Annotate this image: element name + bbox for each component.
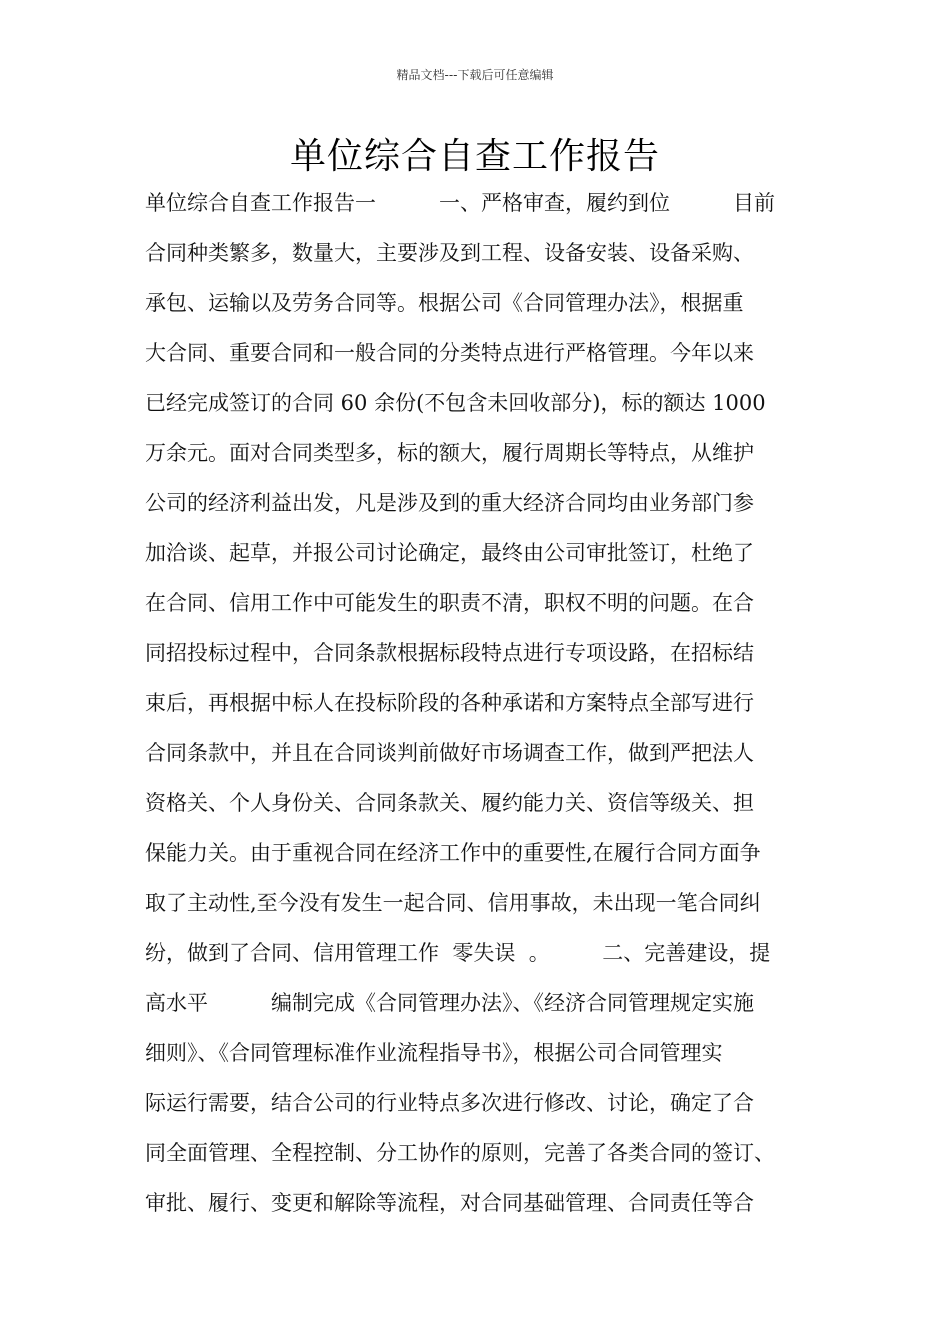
body-line: 合同种类繁多，数量大，主要涉及到工程、设备安装、设备采购、 <box>145 241 754 265</box>
body-line: 同全面管理、全程控制、分工协作的原则，完善了各类合同的签订、 <box>145 1141 775 1165</box>
header-note: 精品文档---下载后可任意编辑 <box>396 68 554 82</box>
body-line: 已经完成签订的合同 60 余份(不包含未回收部分)，标的额达 1000 <box>145 391 766 415</box>
body-line: 保能力关。由于重视合同在经济工作中的重要性,在履行合同方面争 <box>145 841 761 865</box>
body-line: 细则》、《合同管理标准作业流程指导书》，根据公司合同管理实 <box>145 1041 723 1065</box>
body-line: 单位综合自查工作报告一 一、严格审查，履约到位 目前 <box>145 191 775 215</box>
body-line: 审批、履行、变更和解除等流程，对合同基础管理、合同责任等合 <box>145 1191 754 1215</box>
body-line: 万余元。面对合同类型多，标的额大，履行周期长等特点，从维护 <box>145 441 754 465</box>
body-line: 束后，再根据中标人在投标阶段的各种承诺和方案特点全部写进行 <box>145 691 754 715</box>
body-line: 加洽谈、起草，并报公司讨论确定，最终由公司审批签订，杜绝了 <box>145 541 754 565</box>
body-line: 资格关、个人身份关、合同条款关、履约能力关、资信等级关、担 <box>145 791 754 815</box>
body-line: 合同条款中，并且在合同谈判前做好市场调查工作，做到严把法人 <box>145 741 754 765</box>
body-line: 取了主动性,至今没有发生一起合同、信用事故，未出现一笔合同纠 <box>145 891 761 915</box>
body-line: 在合同、信用工作中可能发生的职责不清，职权不明的问题。在合 <box>145 591 754 615</box>
body-line: 际运行需要，结合公司的行业特点多次进行修改、讨论，确定了合 <box>145 1091 754 1115</box>
body-line: 公司的经济利益出发，凡是涉及到的重大经济合同均由业务部门参 <box>145 491 754 515</box>
body-line: 承包、运输以及劳务合同等。根据公司《合同管理办法》，根据重 <box>145 291 744 315</box>
body-line: 高水平 编制完成《合同管理办法》、《经济合同管理规定实施 <box>145 991 754 1015</box>
body-line: 纷，做到了合同、信用管理工作 零失误 。 二、完善建设，提 <box>145 941 771 965</box>
body-line: 大合同、重要合同和一般合同的分类特点进行严格管理。今年以来 <box>145 341 754 365</box>
document-title: 单位综合自查工作报告 <box>289 136 660 177</box>
body-line: 同招投标过程中，合同条款根据标段特点进行专项设路，在招标结 <box>145 641 754 665</box>
body-text <box>145 178 825 1228</box>
